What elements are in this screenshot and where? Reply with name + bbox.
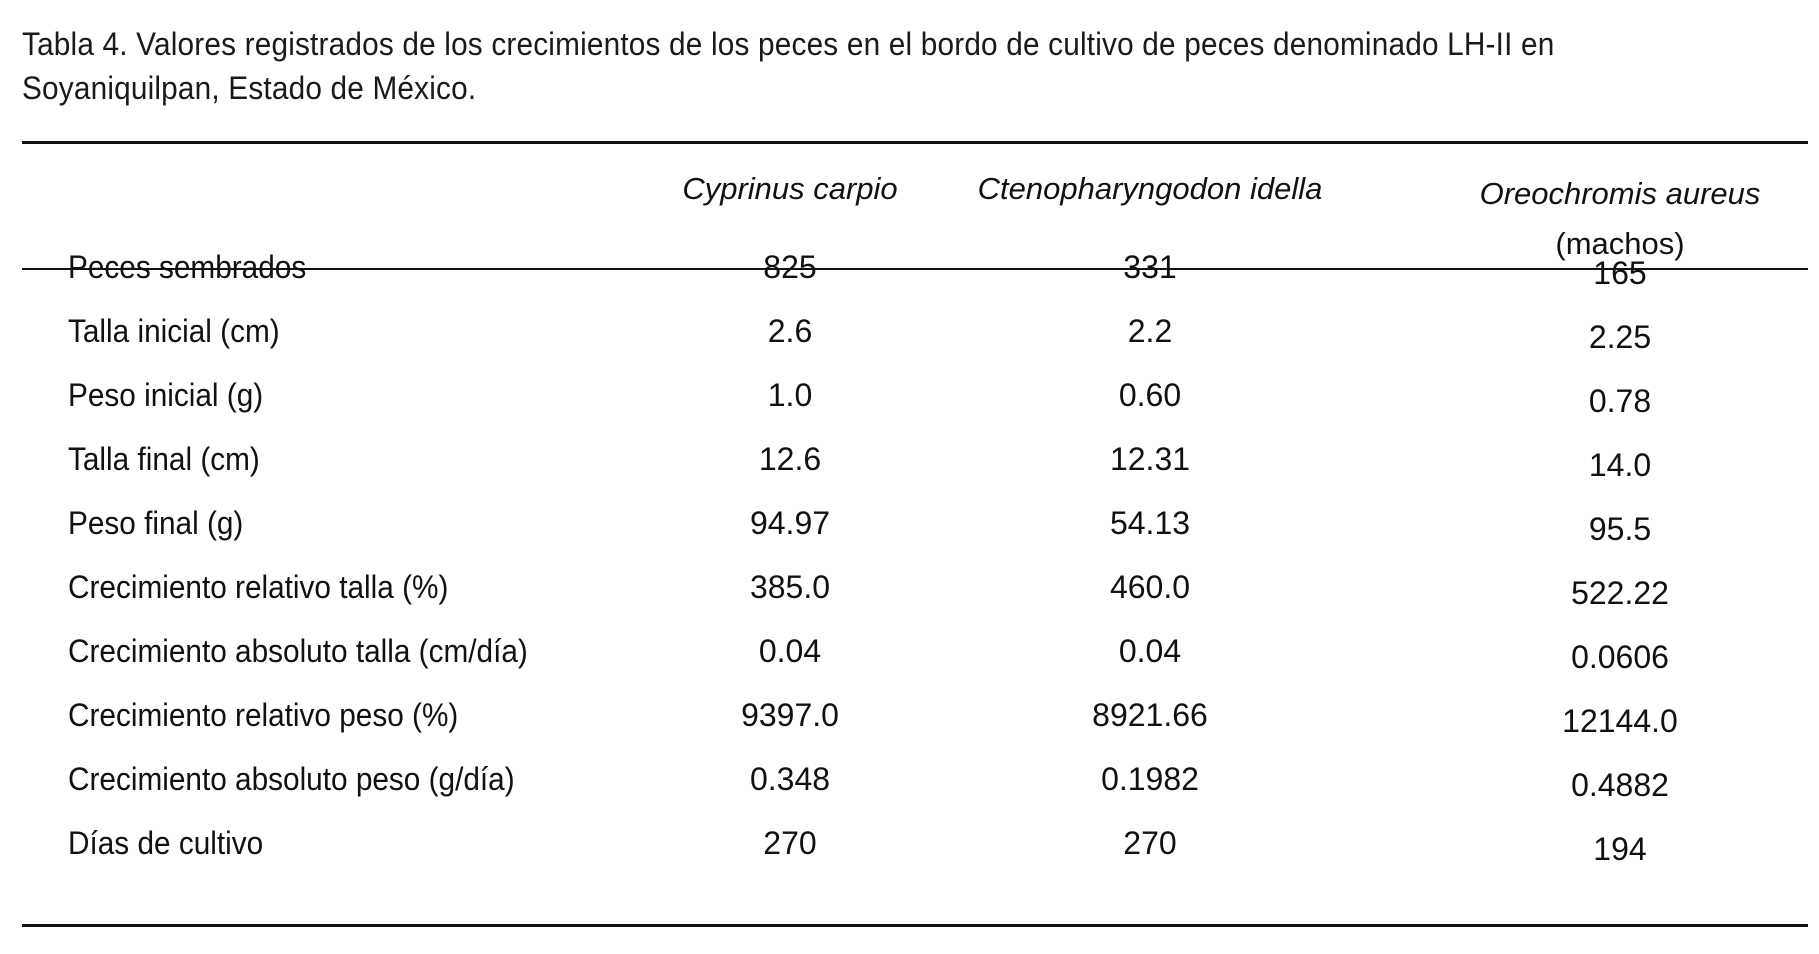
cell-ctenopharyngodon-idella: 0.04 [1118, 633, 1182, 669]
cell-cyprinus-carpio: 825 [763, 249, 817, 285]
row-label: Peso final (g) [68, 505, 244, 541]
cell-cyprinus-carpio: 2.6 [767, 313, 813, 349]
row-label: Días de cultivo [68, 825, 264, 861]
cell-ctenopharyngodon-idella: 12.31 [1109, 441, 1191, 477]
cell-ctenopharyngodon-idella: 270 [1123, 825, 1177, 861]
cell-ctenopharyngodon-idella: 2.2 [1127, 313, 1173, 349]
cell-cyprinus-carpio: 9397.0 [741, 697, 839, 733]
cell-oreochromis-aureus: 0.78 [1588, 383, 1652, 419]
cell-ctenopharyngodon-idella: 8921.66 [1092, 697, 1208, 733]
cell-cyprinus-carpio: 0.348 [749, 761, 831, 797]
cell-cyprinus-carpio: 0.04 [758, 633, 822, 669]
row-label: Peces sembrados [68, 249, 307, 285]
column-header-sublabel: (machos) [1555, 226, 1685, 261]
cell-oreochromis-aureus: 165 [1593, 255, 1647, 291]
table-row-peces-sembrados [0, 235, 1819, 299]
table-row-dias-de-cultivo [0, 811, 1819, 875]
cell-oreochromis-aureus: 2.25 [1588, 319, 1652, 355]
table-row-crecimiento-absoluto-peso [0, 747, 1819, 811]
cell-cyprinus-carpio: 12.6 [758, 441, 822, 477]
table-bottom-rule [22, 924, 1808, 927]
table-row-peso-final [0, 491, 1819, 555]
cell-cyprinus-carpio: 1.0 [767, 377, 813, 413]
caption-line-2: Soyaniquilpan, Estado de México. [22, 70, 477, 106]
table-row-crecimiento-absoluto-talla [0, 619, 1819, 683]
row-label: Peso inicial (g) [68, 377, 264, 413]
cell-cyprinus-carpio: 94.97 [749, 505, 831, 541]
cell-cyprinus-carpio: 270 [763, 825, 817, 861]
column-header-label: Cyprinus carpio [682, 171, 898, 206]
cell-ctenopharyngodon-idella: 0.1982 [1101, 761, 1199, 797]
row-label: Crecimiento absoluto talla (cm/día) [68, 633, 528, 669]
table-row-crecimiento-relativo-talla [0, 555, 1819, 619]
row-label: Talla final (cm) [68, 441, 260, 477]
row-label: Crecimiento relativo talla (%) [68, 569, 449, 605]
table-top-rule [22, 141, 1808, 144]
column-header-label: Oreochromis aureus [1479, 176, 1761, 211]
column-header-ctenopharyngodon-idella [940, 167, 1360, 211]
cell-oreochromis-aureus: 522.22 [1571, 575, 1669, 611]
column-header-cyprinus-carpio [640, 167, 940, 211]
table-caption [22, 22, 1677, 110]
cell-oreochromis-aureus: 0.4882 [1571, 767, 1669, 803]
cell-ctenopharyngodon-idella: 0.60 [1118, 377, 1182, 413]
column-header-label: Ctenopharyngodon idella [977, 171, 1323, 206]
cell-oreochromis-aureus: 0.0606 [1571, 639, 1669, 675]
table-row-talla-final [0, 427, 1819, 491]
table-row-crecimiento-relativo-peso [0, 683, 1819, 747]
cell-ctenopharyngodon-idella: 460.0 [1109, 569, 1191, 605]
table-row-peso-inicial [0, 363, 1819, 427]
table-row-talla-inicial [0, 299, 1819, 363]
cell-oreochromis-aureus: 12144.0 [1562, 703, 1678, 739]
caption-line-1: Tabla 4. Valores registrados de los crecimientos de los peces en el bordo de cultivo de peces denominado LH-II en [22, 26, 1555, 62]
cell-oreochromis-aureus: 14.0 [1588, 447, 1652, 483]
cell-cyprinus-carpio: 385.0 [749, 569, 831, 605]
row-label: Talla inicial (cm) [68, 313, 280, 349]
row-label: Crecimiento absoluto peso (g/día) [68, 761, 515, 797]
cell-ctenopharyngodon-idella: 331 [1123, 249, 1177, 285]
cell-oreochromis-aureus: 95.5 [1588, 511, 1652, 547]
cell-ctenopharyngodon-idella: 54.13 [1109, 505, 1191, 541]
row-label: Crecimiento relativo peso (%) [68, 697, 459, 733]
cell-oreochromis-aureus: 194 [1593, 831, 1647, 867]
